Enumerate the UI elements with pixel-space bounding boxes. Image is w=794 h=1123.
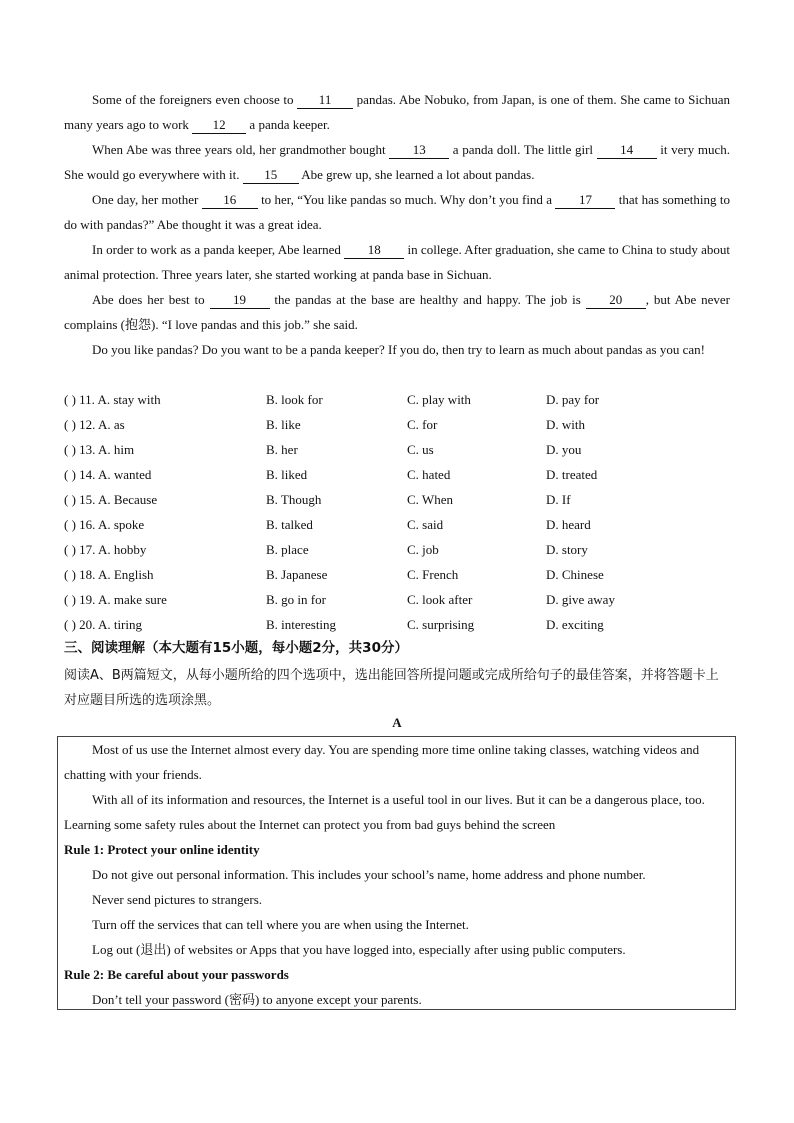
blank-12: 12 (192, 117, 246, 134)
text: that has something to do with pandas?” Abe thought it was a great idea. (64, 192, 730, 232)
passage-a-box (57, 736, 736, 1010)
text: to her, “You like pandas so much. Why don’t you find a (257, 192, 556, 207)
option-c: C. French (407, 567, 459, 582)
question-stem: ( ) 17. A. hobby (64, 542, 147, 557)
question-stem: ( ) 20. A. tiring (64, 617, 142, 632)
text: it very much. She would go everywhere with it. (64, 142, 730, 182)
option-d: D. story (546, 542, 588, 557)
question-stem: ( ) 11. A. stay with (64, 392, 161, 407)
question-stem: ( ) 13. A. him (64, 442, 135, 457)
rule-item: Don’t tell your password (密码) to anyone except your parents. (92, 992, 422, 1007)
option-b: B. Japanese (266, 567, 328, 582)
option-c: C. job (407, 542, 439, 557)
blank-19: 19 (210, 292, 270, 309)
option-b: B. talked (266, 517, 313, 532)
text: In order to work as a panda keeper, Abe learned (92, 242, 345, 257)
question-row (64, 412, 744, 437)
cloze-paragraph-2 (64, 137, 730, 187)
rule-item: Do not give out personal information. This includes your school’s name, home address and phone number. (92, 867, 646, 882)
text: pandas. Abe Nobuko, from Japan, is one of them. She came to Sichuan many years ago to work (64, 92, 730, 132)
option-b: B. go in for (266, 592, 326, 607)
option-c: C. us (407, 442, 434, 457)
question-row (64, 462, 744, 487)
option-b: B. Though (266, 492, 322, 507)
option-d: D. Chinese (546, 567, 604, 582)
cloze-paragraph-5 (64, 287, 730, 337)
rule-heading: Rule 1: Protect your online identity (64, 842, 260, 857)
option-d: D. heard (546, 517, 591, 532)
question-row (64, 612, 744, 637)
option-d: D. give away (546, 592, 615, 607)
blank-16: 16 (202, 192, 258, 209)
text: Abe does her best to (92, 292, 210, 307)
question-stem: ( ) 16. A. spoke (64, 517, 145, 532)
option-d: D. you (546, 442, 582, 457)
option-d: D. If (546, 492, 571, 507)
option-d: D. treated (546, 467, 598, 482)
question-row (64, 587, 744, 612)
option-c: C. for (407, 417, 438, 432)
cloze-paragraph-3 (64, 187, 730, 237)
question-stem: ( ) 12. A. as (64, 417, 125, 432)
option-b: B. interesting (266, 617, 337, 632)
option-c: C. said (407, 517, 444, 532)
option-d: D. pay for (546, 392, 600, 407)
blank-15: 15 (243, 167, 299, 184)
section-heading: 三、阅读理解（本大题有15小题，每小题2分，共30分） (64, 640, 408, 656)
question-row (64, 387, 744, 412)
question-row (64, 487, 744, 512)
option-c: C. play with (407, 392, 471, 407)
option-b: B. place (266, 542, 309, 557)
blank-17: 17 (555, 192, 615, 209)
option-b: B. like (266, 417, 301, 432)
text: in college. After graduation, she came to China to study about animal protection. Three years later, she started working at panda base in Sichuan. (64, 242, 730, 282)
text: a panda keeper. (246, 117, 330, 132)
text: One day, her mother (92, 192, 202, 207)
text: a panda doll. The little girl (449, 142, 597, 157)
option-b: B. look for (266, 392, 323, 407)
blank-11: 11 (297, 92, 353, 109)
blank-14: 14 (597, 142, 657, 159)
rule-heading: Rule 2: Be careful about your passwords (64, 967, 289, 982)
option-c: C. look after (407, 592, 473, 607)
question-row (64, 562, 744, 587)
rule-item: Log out (退出) of websites or Apps that you have logged into, especially after using public computers. (92, 942, 626, 957)
question-stem: ( ) 14. A. wanted (64, 467, 152, 482)
cloze-paragraph-1 (64, 87, 730, 137)
option-d: D. with (546, 417, 585, 432)
text: Abe grew up, she learned a lot about pandas. (298, 167, 535, 182)
cloze-paragraph-4 (64, 237, 730, 287)
rule-item: Never send pictures to strangers. (92, 892, 263, 907)
option-c: C. surprising (407, 617, 475, 632)
question-stem: ( ) 19. A. make sure (64, 592, 167, 607)
option-c: C. When (407, 492, 453, 507)
question-stem: ( ) 18. A. English (64, 567, 154, 582)
blank-20: 20 (586, 292, 646, 309)
section-instruction: 阅读A、B两篇短文，从每小题所给的四个选项中，选出能回答所提问题或完成所给句子的最佳答案，并将答题卡上对应题目所选的选项涂黑。 (64, 668, 719, 708)
passage-paragraph: With all of its information and resources, the Internet is a useful tool in our lives. But it can be a dangerous place, too. Learning some safety rules about the Internet can protect you from bad guys behind the screen (64, 792, 705, 832)
text: , but Abe never complains (抱怨). “I love pandas and this job.” she said. (64, 292, 731, 332)
cloze-paragraph-6: Do you like pandas? Do you want to be a panda keeper? If you do, then try to learn as much about pandas as you can! (92, 342, 705, 357)
text: When Abe was three years old, her grandmother bought (92, 142, 390, 157)
option-b: B. liked (266, 467, 308, 482)
question-row (64, 512, 744, 537)
text: the pandas at the base are healthy and happy. The job is (269, 292, 586, 307)
question-row (64, 537, 744, 562)
passage-label: A (392, 715, 402, 730)
option-d: D. exciting (546, 617, 604, 632)
text: Some of the foreigners even choose to (92, 92, 298, 107)
passage-paragraph: Most of us use the Internet almost every day. You are spending more time online taking classes, watching videos and chatting with your friends. (64, 742, 700, 782)
option-c: C. hated (407, 467, 451, 482)
question-stem: ( ) 15. A. Because (64, 492, 158, 507)
question-row (64, 437, 744, 462)
blank-18: 18 (344, 242, 404, 259)
blank-13: 13 (389, 142, 449, 159)
option-b: B. her (266, 442, 298, 457)
rule-item: Turn off the services that can tell where you are when using the Internet. (92, 917, 469, 932)
